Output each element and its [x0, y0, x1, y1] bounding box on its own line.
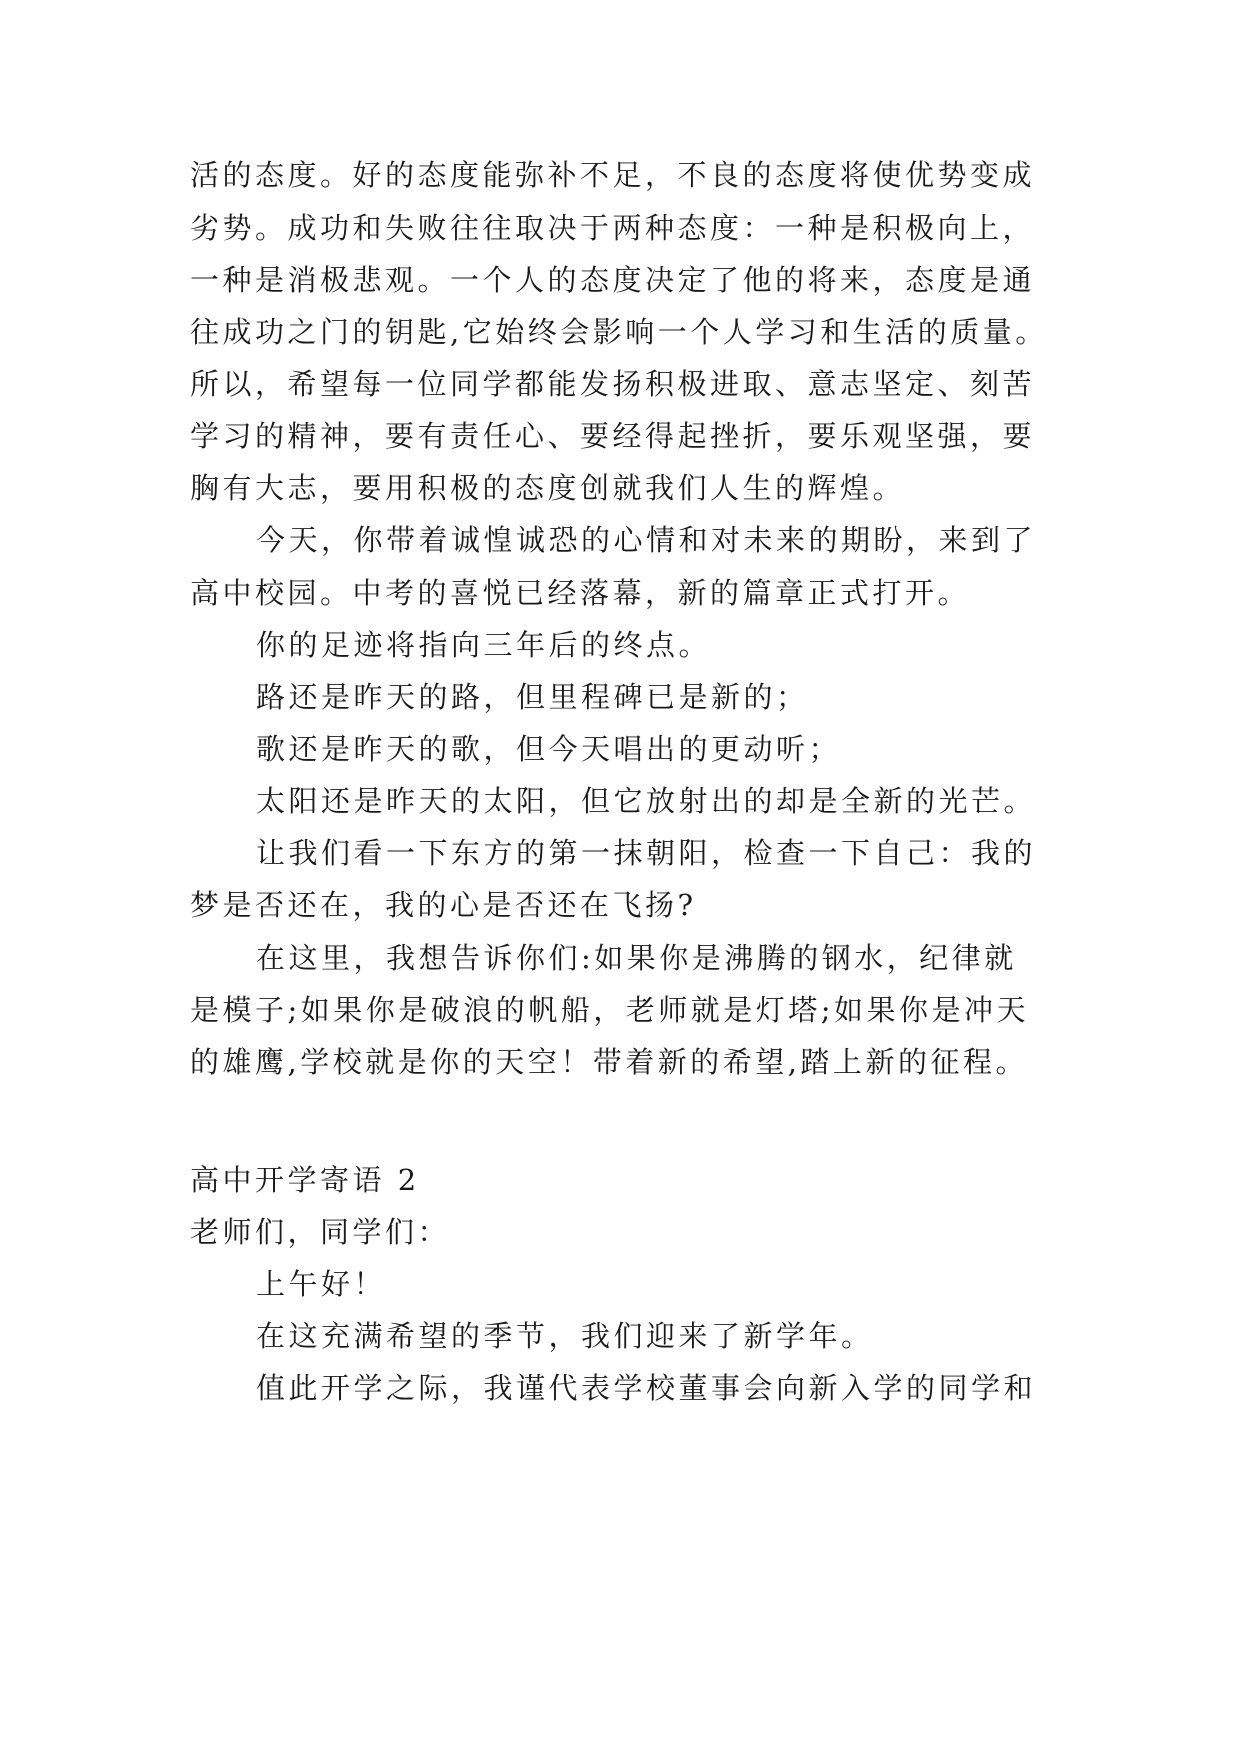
text-line: 的雄鹰,学校就是你的天空！带着新的希望,踏上新的征程。: [190, 1045, 1028, 1079]
text-line: 往成功之门的钥匙,它始终会影响一个人学习和生活的质量。: [190, 315, 1048, 349]
text-line: 高中校园。中考的喜悦已经落幕，新的篇章正式打开。: [190, 576, 971, 610]
text-line: 劣势。成功和失败往往取决于两种态度：一种是积极向上，: [190, 211, 1036, 245]
text-line: 太阳还是昨天的太阳，但它放射出的却是全新的光芒。: [256, 784, 1037, 818]
text-line: 歌还是昨天的歌，但今天唱出的更动听；: [256, 732, 842, 766]
text-line: 在这里，我想告诉你们:如果你是沸腾的钢水，纪律就: [256, 941, 1017, 975]
text-line: 学习的精神，要有责任心、要经得起挫折，要乐观坚强，要: [190, 419, 1036, 453]
salutation: 老师们，同学们：: [190, 1215, 451, 1249]
text-line: 是模子;如果你是破浪的帆船，老师就是灯塔;如果你是冲天: [190, 993, 1030, 1027]
text-line: 所以，希望每一位同学都能发扬积极进取、意志坚定、刻苦: [190, 367, 1036, 401]
text-line: 一种是消极悲观。一个人的态度决定了他的将来，态度是通: [190, 263, 1036, 297]
greeting: 上午好！: [256, 1267, 387, 1301]
text-line: 让我们看一下东方的第一抹朝阳，检查一下自己：我的: [256, 836, 1037, 870]
text-line: 今天，你带着诚惶诚恐的心情和对未来的期盼，来到了: [256, 523, 1037, 557]
text-line: 你的足迹将指向三年后的终点。: [256, 628, 712, 662]
paragraph: 值此开学之际，我谨代表学校董事会向新入学的同学和: [256, 1371, 1037, 1405]
text-line: 活的态度。好的态度能弥补不足，不良的态度将使优势变成: [190, 158, 1036, 192]
text-line: 路还是昨天的路，但里程碑已是新的；: [256, 680, 809, 714]
section-title: 高中开学寄语 2: [190, 1163, 420, 1197]
text-line: 梦是否还在，我的心是否还在飞扬?: [190, 888, 697, 922]
paragraph: 在这充满希望的季节，我们迎来了新学年。: [256, 1319, 874, 1353]
text-line: 胸有大志，要用积极的态度创就我们人生的辉煌。: [190, 471, 906, 505]
